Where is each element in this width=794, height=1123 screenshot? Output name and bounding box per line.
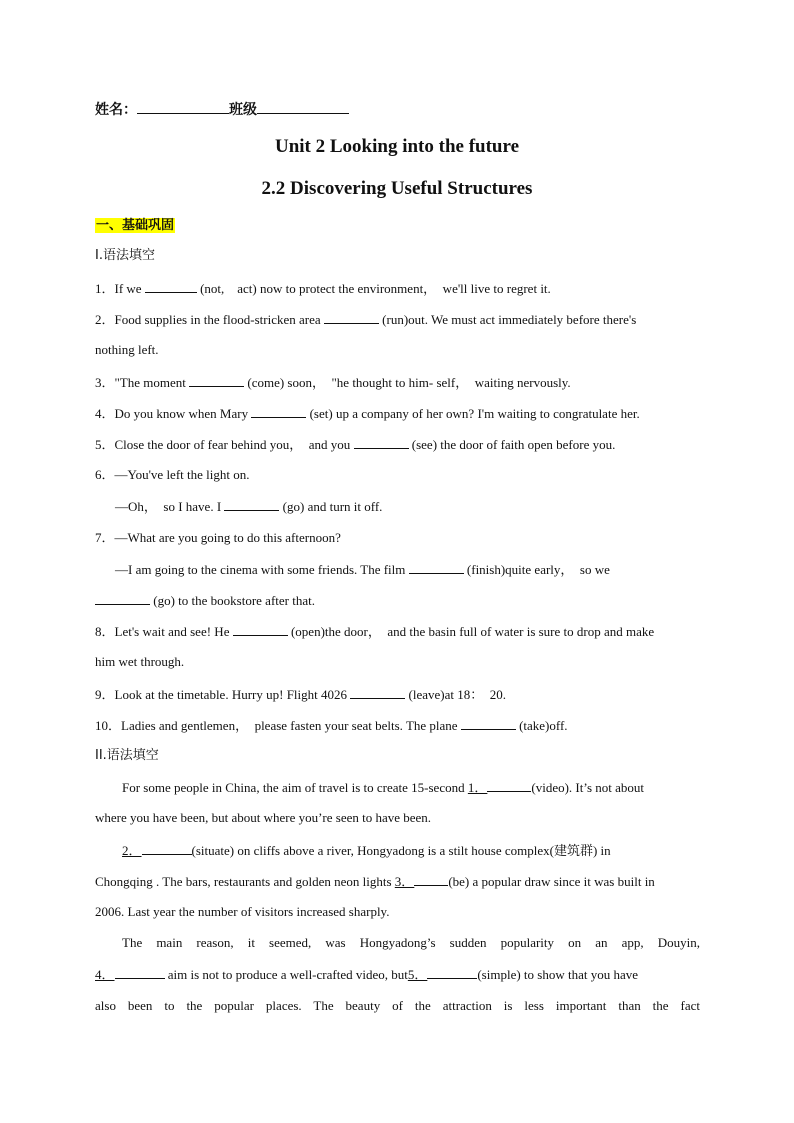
- blank-2[interactable]: [122, 843, 192, 858]
- q6-text-b: —Oh， so I have. I: [115, 499, 222, 514]
- p1-text-a: For some people in China, the aim of travel is to create 15-second: [122, 780, 465, 795]
- passage-line-8: also been to the popular places. The beauty of the attraction is less important than the fact: [95, 998, 700, 1013]
- q5-text-b: (see) the door of faith open before you.: [411, 437, 616, 452]
- question-8-cont: him wet through.: [95, 654, 185, 669]
- passage-line-4: [95, 873, 700, 890]
- student-info-line: [95, 101, 700, 118]
- q4-text-a: 4．Do you know when Mary: [95, 406, 249, 421]
- q7-text-c: (finish)quite early， so we: [466, 562, 610, 577]
- question-10: [95, 717, 700, 734]
- part1-heading: I.语法填空: [95, 248, 155, 263]
- q8-text-a: 8．Let's wait and see! He: [95, 624, 230, 639]
- p3-text-c: (simple) to show that you have: [477, 967, 639, 982]
- blank-1-number: 1．: [467, 780, 488, 795]
- passage-line-7: [95, 966, 700, 983]
- section-heading: 一、基础巩固: [96, 218, 175, 233]
- q8-blank[interactable]: [233, 623, 288, 636]
- passage-line-3: [122, 842, 700, 859]
- q10-text-b: (take)off.: [519, 718, 568, 733]
- q4-text-b: (set) up a company of her own? I'm waiting to congratulate her.: [309, 406, 640, 421]
- q3-blank[interactable]: [189, 374, 244, 387]
- passage-line-1: [122, 779, 700, 796]
- q7-blank-2[interactable]: [95, 592, 150, 605]
- q1-text-a: 1．If we: [95, 281, 142, 296]
- blank-3-number: 3．: [394, 874, 415, 889]
- q1-text-b: (not, act) now to protect the environment， we'll live to regret it.: [200, 281, 551, 296]
- p1-text-b: (video). It’s not about: [531, 780, 645, 795]
- q3-text-a: 3．"The moment: [95, 375, 186, 390]
- question-2-cont: nothing left.: [95, 342, 159, 357]
- blank-1-line[interactable]: [487, 779, 531, 792]
- q10-blank[interactable]: [461, 717, 516, 730]
- q9-blank[interactable]: [350, 686, 405, 699]
- q3-text-b: (come) soon， "he thought to him- self， waiting nervously.: [247, 375, 571, 390]
- q4-blank[interactable]: [251, 405, 306, 418]
- question-1: [95, 280, 700, 297]
- part2-heading: II.语法填空: [95, 748, 159, 763]
- q2-text-b: (run)out. We must act immediately before there's: [382, 312, 637, 327]
- q5-blank[interactable]: [354, 436, 409, 449]
- page-subtitle: 2.2 Discovering Useful Structures: [261, 178, 533, 199]
- q7-text-b: —I am going to the cinema with some friends. The film: [115, 562, 406, 577]
- question-7-reply: [115, 561, 700, 578]
- q9-text-b: (leave)at 18： 20.: [408, 687, 506, 702]
- q6-text-c: (go) and turn it off.: [282, 499, 383, 514]
- blank-2-number: 2．: [122, 843, 142, 858]
- q5-text-a: 5．Close the door of fear behind you， and you: [95, 437, 351, 452]
- question-9: [95, 686, 700, 703]
- blank-3-line[interactable]: [414, 873, 448, 886]
- p3-text-b: aim is not to produce a well-crafted video, but: [167, 967, 408, 982]
- q2-blank[interactable]: [324, 311, 379, 324]
- question-2: [95, 311, 700, 328]
- page-title: Unit 2 Looking into the future: [274, 136, 520, 157]
- blank-1[interactable]: [468, 780, 532, 795]
- q10-text-a: 10．Ladies and gentlemen， please fasten your seat belts. The plane: [95, 718, 458, 733]
- blank-4-line[interactable]: [115, 966, 165, 979]
- blank-5-line[interactable]: [427, 966, 477, 979]
- passage-line-6: The main reason, it seemed, was Hongyadong’s sudden popularity on an app, Douyin,: [122, 935, 700, 950]
- blank-4[interactable]: [95, 967, 165, 982]
- question-3: [95, 374, 700, 391]
- q9-text-a: 9．Look at the timetable. Hurry up! Flight 4026: [95, 687, 348, 702]
- question-5: [95, 436, 700, 453]
- q7-text-d: (go) to the bookstore after that.: [153, 593, 315, 608]
- blank-5[interactable]: [408, 967, 478, 982]
- question-6: 6．—You've left the light on.: [95, 467, 250, 482]
- blank-5-number: 5．: [407, 967, 428, 982]
- q1-blank[interactable]: [145, 280, 197, 293]
- section-heading-row: [95, 217, 700, 234]
- name-label: 姓名：: [95, 102, 137, 118]
- q6-blank[interactable]: [224, 498, 279, 511]
- question-7: 7．—What are you going to do this afternoon?: [95, 530, 341, 545]
- q7-blank-1[interactable]: [409, 561, 464, 574]
- p2-text-a: (situate) on cliffs above a river, Hongyadong is a stilt house complex(建筑群) in: [191, 843, 611, 858]
- blank-4-number: 4．: [95, 967, 115, 982]
- q8-text-b: (open)the door， and the basin full of water is sure to drop and make: [290, 624, 655, 639]
- q2-text-a: 2．Food supplies in the flood-stricken area: [95, 312, 321, 327]
- passage-line-5: 2006. Last year the number of visitors increased sharply.: [95, 904, 390, 919]
- question-4: [95, 405, 700, 422]
- blank-2-line[interactable]: [142, 842, 192, 855]
- p2-text-c: (be) a popular draw since it was built in: [448, 874, 655, 889]
- name-blank[interactable]: [137, 101, 229, 114]
- class-label: 班级: [229, 102, 257, 118]
- question-7-cont: [95, 592, 700, 609]
- question-8: [95, 623, 700, 640]
- passage-line-2: where you have been, but about where you’re seen to have been.: [95, 810, 432, 825]
- blank-3[interactable]: [395, 874, 449, 889]
- question-6-reply: [115, 498, 700, 515]
- class-blank[interactable]: [257, 101, 349, 114]
- p2-text-b: Chongqing . The bars, restaurants and golden neon lights: [95, 874, 392, 889]
